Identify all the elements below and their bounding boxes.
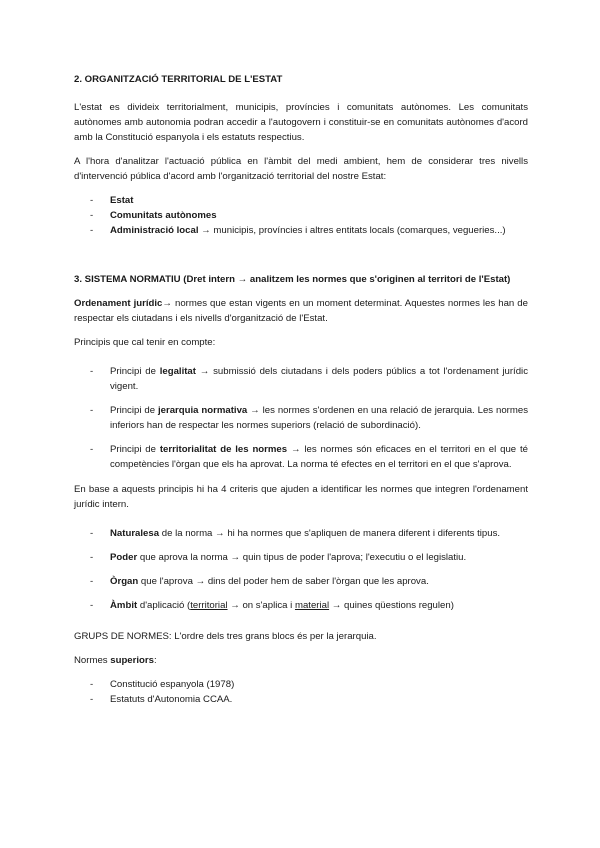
section-2-heading: 2. ORGANITZACIÓ TERRITORIAL DE L'ESTAT [74, 74, 283, 85]
ordenament-paragraph: Ordenament jurídic→ normes que estan vigents en un moment determinat. Aquestes normes les han de respectar els ciutadans i els nivells d'organització de l'Estat. [74, 298, 528, 324]
section-2-paragraph-2: A l'hora d'analitzar l'actuació pública en l'àmbit del medi ambient, hem de considerar tres nivells d'intervenció pública d'acord amb l'organització territorial del nostre Estat: [74, 156, 528, 182]
list-item: - Comunitats autònomes [74, 208, 528, 223]
normes-superiors-list [74, 677, 528, 707]
list-item: - Estat [74, 193, 528, 208]
criteria-intro: En base a aquests principis hi ha 4 criteris que ajuden a identificar les normes que integren l'ordenament jurídic intern. [74, 484, 528, 510]
list-item: - Principi de territorialitat de les normes → les normes són eficaces en el territori en el que té competències l'òrgan que els ha aprovat. La norma té efectes en el territori en el que s'aprova. [74, 442, 528, 472]
list-item: - Administració local → municipis, províncies i altres entitats locals (comarques, vegueries...) [74, 223, 528, 238]
list-item: - Principi de jerarquia normativa → les normes s'ordenen en una relació de jerarquia. Les normes inferiors han de respectar les normes superiors (relació de subordinació). [74, 403, 528, 433]
section-2-paragraph-1: L'estat es divideix territorialment, municipis, províncies i comunitats autònomes. Les comunitats autònomes amb autonomia podran accedir a l'autogovern i constituir-se en comunitats autònomes d'acord amb la Constitució espanyola i els estatuts respectius. [74, 102, 528, 143]
list-item: - Constitució espanyola (1978) [74, 677, 528, 692]
list-item: - Principi de legalitat → submissió dels ciutadans i dels poders públics a tot l'ordenament jurídic vigent. [74, 364, 528, 394]
principles-intro: Principis que cal tenir en compte: [74, 337, 216, 348]
intervention-levels-list [74, 193, 528, 238]
list-item: - Àmbit d'aplicació (territorial → on s'aplica i material → quines qüestions regulen) [74, 598, 528, 613]
section-3-heading: 3. SISTEMA NORMATIU (Dret intern → analitzem les normes que s'originen al territori de l'Estat) [74, 274, 511, 285]
document-content [74, 72, 528, 717]
principles-list [74, 364, 528, 472]
section-spacer [74, 248, 528, 272]
grups-de-normes: GRUPS DE NORMES: L'ordre dels tres grans blocs és per la jerarquia. [74, 631, 377, 642]
list-item: - Estatuts d'Autonomia CCAA. [74, 692, 528, 707]
normes-superiors-label: Normes superiors: [74, 655, 157, 666]
list-item: - Naturalesa de la norma → hi ha normes que s'apliquen de manera diferent i diferents tipus. [74, 526, 528, 541]
list-item: - Òrgan que l'aprova → dins del poder hem de saber l'òrgan que les aprova. [74, 574, 528, 589]
section-3-heading-note: (Dret intern → analitzem les normes que s'originen al territori de l'Estat) [183, 274, 511, 285]
list-item: - Poder que aprova la norma → quin tipus de poder l'aprova; l'executiu o el legislatiu. [74, 550, 528, 565]
criteria-list [74, 526, 528, 613]
